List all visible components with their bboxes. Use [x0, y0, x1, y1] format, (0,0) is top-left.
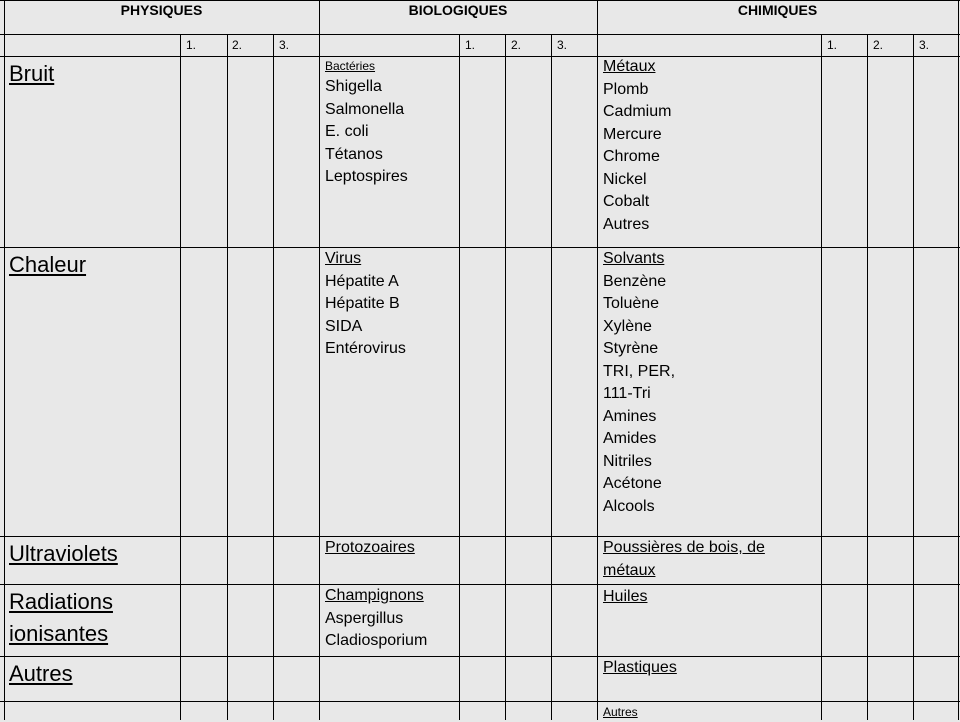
grid-line — [913, 34, 914, 720]
category-autres: Autres — [9, 661, 73, 686]
list-item: Leptospires — [325, 168, 408, 185]
list-item: SIDA — [325, 317, 363, 335]
grid-line — [958, 0, 959, 720]
rating-2: 2. — [511, 38, 522, 52]
list-item: Hépatite B — [325, 295, 400, 312]
grid-line — [459, 34, 460, 720]
list-item: E. coli — [325, 123, 369, 140]
rating-2: 2. — [232, 38, 243, 52]
list-item: Aspergillus — [325, 609, 404, 627]
rating-1: 1. — [186, 38, 197, 52]
grid-line — [273, 34, 274, 720]
list-item: Shigella — [325, 78, 382, 95]
rating-1: 1. — [827, 38, 838, 52]
category-ultraviolets: Ultraviolets — [9, 541, 118, 566]
huiles-title: Huiles — [603, 588, 648, 605]
grid-line — [0, 56, 960, 57]
list-item: Plomb — [603, 80, 649, 98]
autres-chimiques-list — [603, 704, 638, 722]
list-item: Alcools — [603, 497, 655, 515]
header-biologiques: BIOLOGIQUES — [408, 2, 508, 18]
list-item: Mercure — [603, 125, 662, 143]
grid-line — [227, 34, 228, 720]
rating-2: 2. — [873, 38, 884, 52]
rating-1: 1. — [465, 38, 476, 52]
list-item: Nickel — [603, 170, 647, 188]
list-item: Hépatite A — [325, 272, 399, 290]
virus-title: Virus — [325, 250, 362, 267]
category-radiations-ionisantes: Radiations ionisantes — [9, 589, 113, 646]
list-item: Toluène — [603, 295, 660, 312]
grid-line — [867, 34, 868, 720]
bacteries-title: Bactéries — [325, 59, 376, 73]
category-chaleur: Chaleur — [9, 252, 87, 277]
bacteries-list — [325, 58, 408, 189]
grid-line — [0, 656, 960, 657]
list-item: Nitriles — [603, 452, 652, 470]
plastiques-title: Plastiques — [603, 659, 677, 676]
autres-chimiques-title: Autres — [603, 705, 638, 719]
list-item: Tétanos — [325, 145, 383, 163]
metaux-list — [603, 56, 671, 236]
list-item: Acétone — [603, 475, 662, 492]
list-item: Autres — [603, 215, 650, 233]
plastiques-list — [603, 657, 677, 680]
grid-line — [0, 701, 960, 702]
header-physiques: PHYSIQUES — [120, 2, 203, 18]
champignons-list — [325, 585, 427, 653]
rating-3: 3. — [919, 38, 930, 52]
huiles-list — [603, 586, 647, 609]
grid-line — [0, 247, 960, 248]
solvants-list — [603, 248, 675, 518]
protozoaires-title: Protozoaires — [325, 539, 415, 556]
list-item: Salmonella — [325, 100, 405, 118]
list-item: Entérovirus — [325, 340, 406, 357]
list-item: Cobalt — [603, 193, 650, 210]
list-item: Cadmium — [603, 103, 672, 120]
solvants-title: Solvants — [603, 250, 665, 267]
champignons-title: Champignons — [325, 587, 424, 604]
list-item: TRI, PER, — [603, 362, 676, 380]
grid-line — [821, 34, 822, 720]
grid-line — [597, 0, 598, 720]
list-item: Chrome — [603, 148, 660, 165]
grid-line — [0, 536, 960, 537]
grid-line — [180, 34, 181, 720]
grid-line — [4, 0, 5, 720]
list-item: Amides — [603, 430, 657, 447]
list-item: 111-Tri — [603, 385, 651, 402]
category-bruit: Bruit — [9, 61, 55, 86]
list-item: Benzène — [603, 272, 667, 290]
grid-line — [319, 0, 320, 720]
poussieres-list — [603, 537, 803, 582]
grid-line — [505, 34, 506, 720]
rating-3: 3. — [279, 38, 290, 52]
list-item: Styrène — [603, 340, 659, 357]
poussieres-title: Poussières de bois, de métaux — [603, 539, 765, 579]
grid-line — [551, 34, 552, 720]
header-chimiques: CHIMIQUES — [737, 2, 818, 18]
virus-list — [325, 248, 406, 361]
list-item: Xylène — [603, 317, 652, 335]
list-item: Amines — [603, 407, 657, 425]
grid-line — [0, 584, 960, 585]
metaux-title: Métaux — [603, 58, 656, 75]
grid-line — [0, 34, 960, 35]
rating-3: 3. — [557, 38, 568, 52]
list-item: Cladiosporium — [325, 632, 428, 649]
protozoaires-list — [325, 537, 415, 560]
